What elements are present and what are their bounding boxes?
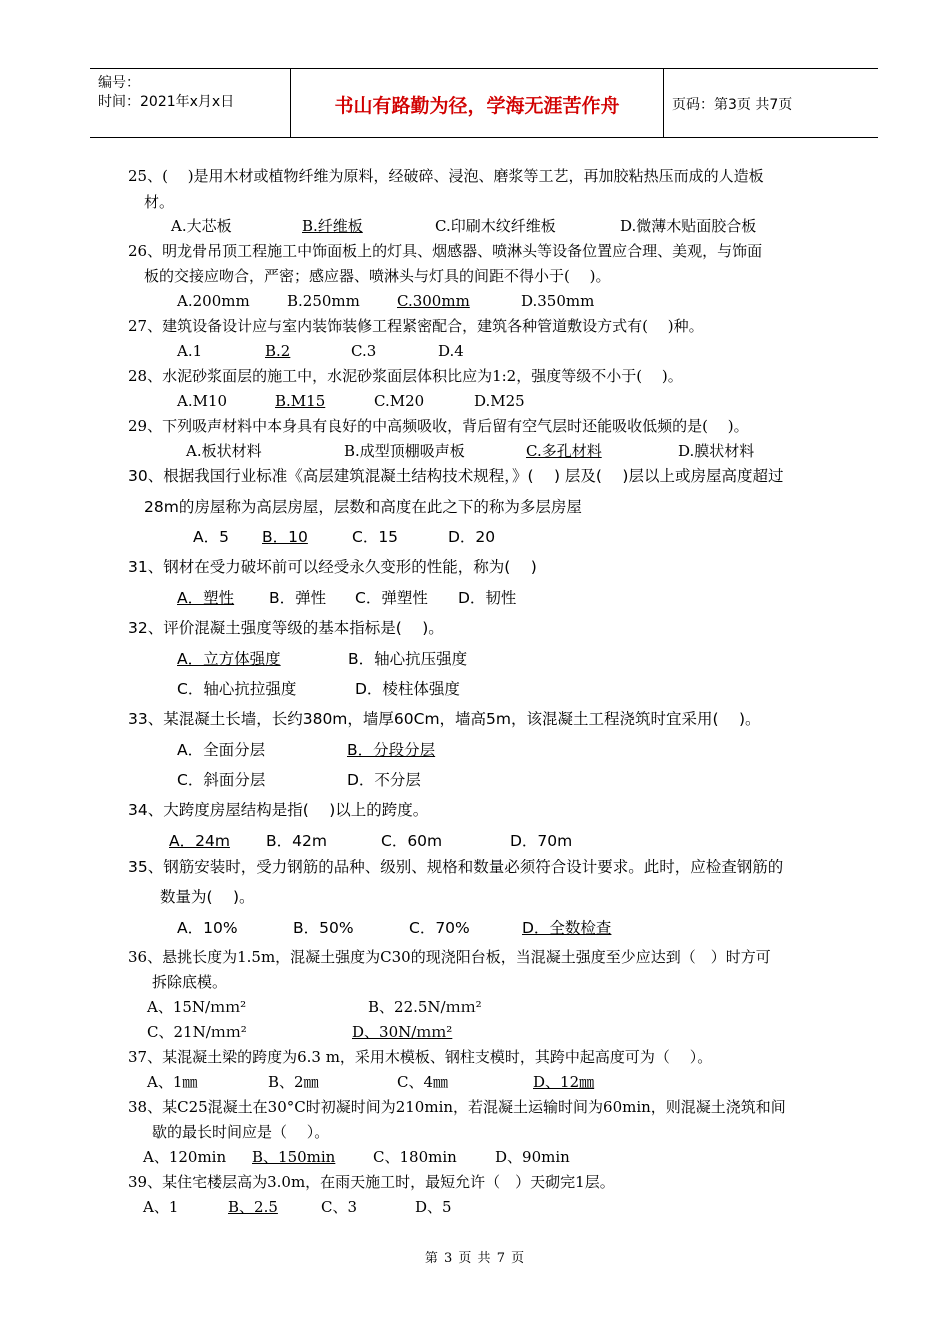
question-text: 25、( )是用木材或植物纤维为原料，经破碎、浸泡、磨浆等工艺，再加胶粘热压而成的人造板 [128, 167, 764, 185]
question-text: 34、大跨度房屋结构是指( )以上的跨度。 [128, 801, 429, 819]
page-footer: 第 3 页 共 7 页 [424, 1251, 526, 1266]
option-c: C．60m [381, 832, 443, 850]
option-a: A、1㎜ [147, 1073, 198, 1091]
option-a: A．5 [193, 528, 229, 546]
option-a: A.200mm [177, 292, 250, 310]
option-c: C、3 [321, 1198, 358, 1216]
option-b: B．轴心抗压强度 [348, 650, 468, 668]
option-c: C．15 [352, 528, 399, 546]
question-text: 27、建筑设备设计应与室内装饰装修工程紧密配合，建筑各种管道敷设方式有( )种。 [128, 317, 704, 335]
option-b: B.250mm [287, 292, 360, 310]
header-page-cell [664, 69, 878, 137]
question-text: 35、钢筋安装时，受力钢筋的品种、级别、规格和数量必须符合设计要求。此时，应检查钢筋的 [128, 858, 784, 876]
header-meta-cell [90, 69, 290, 137]
option-b: B、22.5N/ｍｍ² [368, 998, 482, 1016]
question-text: 33、某混凝土长墙，长约380m，墙厚60Cm，墙高5m，该混凝土工程浇筑时宜采用( )。 [128, 710, 761, 728]
option-d: D.膜状材料 [678, 442, 755, 460]
option-a: A、1 [143, 1198, 179, 1216]
question-text: 数量为( )。 [160, 888, 255, 906]
option-b-answer: B、150min [252, 1148, 336, 1166]
header-motto-cell [290, 69, 664, 137]
option-c-answer: C.多孔材料 [526, 442, 602, 460]
option-d-answer: D、12㎜ [533, 1073, 595, 1091]
option-c: C．70% [409, 919, 470, 937]
option-c: C、4㎜ [397, 1073, 449, 1091]
option-a: A、15N/ｍｍ² [147, 998, 247, 1016]
question-text: 32、评价混凝土强度等级的基本指标是( )。 [128, 619, 444, 637]
option-c: C、180min [373, 1148, 457, 1166]
option-b-answer: B.2 [265, 342, 291, 360]
option-a-answer: A．立方体强度 [177, 650, 281, 668]
header-motto: 书山有路勤为径，学海无涯苦作舟 [334, 95, 620, 117]
document-time-label: 时间：2021年x月x日 [98, 94, 235, 110]
option-b: B．弹性 [269, 589, 327, 607]
option-c: C．斜面分层 [177, 771, 266, 789]
option-d: D.M25 [474, 392, 525, 410]
question-text: 板的交接应吻合，严密；感应器、喷淋头与灯具的间距不得小于( )。 [144, 267, 611, 285]
option-a: A.大芯板 [171, 217, 232, 235]
option-b-answer: B．10 [262, 528, 308, 546]
question-text: 36、悬挑长度为1.5m，混凝土强度为C30的现浇阳台板，当混凝土强度至少应达到（ ）时方可 [128, 948, 771, 966]
option-d: D．韧性 [458, 589, 517, 607]
question-text: 38、某C25混凝土在30°C时初凝时间为210min，若混凝土运输时间为60min，则混凝土浇筑和间 [128, 1098, 786, 1116]
option-b: B、2㎜ [268, 1073, 319, 1091]
option-a: A．全面分层 [177, 741, 266, 759]
option-d: D、5 [415, 1198, 452, 1216]
question-text: 歇的最长时间应是（ ）。 [152, 1123, 330, 1141]
option-b: B．42m [266, 832, 327, 850]
option-d: D.4 [438, 342, 464, 360]
option-c: C．弹塑性 [355, 589, 428, 607]
option-a: A、120min [143, 1148, 227, 1166]
question-text: 材。 [144, 193, 175, 211]
option-d: D．20 [448, 528, 496, 546]
option-c: C.3 [351, 342, 377, 360]
option-c: C、21N/ｍｍ² [147, 1023, 247, 1041]
question-text: 39、某住宅楼层高为3.0m，在雨天施工时，最短允许（ ）天砌完1层。 [128, 1173, 615, 1191]
option-a: A.M10 [177, 392, 228, 410]
option-b-answer: B．分段分层 [347, 741, 436, 759]
option-b-answer: B.M15 [275, 392, 326, 410]
question-text: 拆除底模。 [152, 973, 228, 991]
option-a: A.1 [177, 342, 203, 360]
question-text: 31、钢材在受力破坏前可以经受永久变形的性能，称为( ) [128, 558, 537, 576]
option-d: D．棱柱体强度 [355, 680, 460, 698]
document-number-label: 编号： [98, 75, 140, 91]
option-b: B.成型顶棚吸声板 [344, 442, 465, 460]
question-text: 28m的房屋称为高层房屋，层数和高度在此之下的称为多层房屋 [144, 498, 582, 516]
page-header [90, 68, 878, 138]
option-d: D．70m [510, 832, 573, 850]
header-page-info: 页码：第3页 共7页 [672, 97, 793, 113]
option-c: C．轴心抗拉强度 [177, 680, 297, 698]
option-d: D、90min [495, 1148, 570, 1166]
option-d: D.微薄木贴面胶合板 [620, 217, 757, 235]
option-d: D.350mm [521, 292, 595, 310]
option-b: B．50% [293, 919, 354, 937]
question-text: 37、某混凝土梁的跨度为6.3 m，采用木模板、钢柱支模时，其跨中起高度可为（ ）。 [128, 1048, 713, 1066]
option-a: A．10% [177, 919, 238, 937]
option-a-answer: A．24m [169, 832, 230, 850]
option-a-answer: A．塑性 [177, 589, 235, 607]
question-text: 29、下列吸声材料中本身具有良好的中高频吸收，背后留有空气层时还能吸收低频的是( )。 [128, 417, 749, 435]
option-c: C.印刷木纹纤维板 [435, 217, 556, 235]
option-b-answer: B、2.5 [228, 1198, 278, 1216]
option-d-answer: D．全数检查 [522, 919, 612, 937]
option-a: A.板状材料 [186, 442, 262, 460]
question-text: 26、明龙骨吊顶工程施工中饰面板上的灯具、烟感器、喷淋头等设备位置应合理、美观，与饰面 [128, 242, 763, 260]
question-text: 28、水泥砂浆面层的施工中，水泥砂浆面层体积比应为1:2，强度等级不小于( )。 [128, 367, 683, 385]
question-text: 30、根据我国行业标准《高层建筑混凝土结构技术规程，》( ) 层及( )层以上或房屋高度超过 [128, 467, 784, 485]
option-b-answer: B.纤维板 [302, 217, 363, 235]
option-c-answer: C.300mm [397, 292, 470, 310]
option-d: D．不分层 [347, 771, 421, 789]
option-c: C.M20 [374, 392, 425, 410]
option-d-answer: D、30N/ｍｍ² [352, 1023, 453, 1041]
